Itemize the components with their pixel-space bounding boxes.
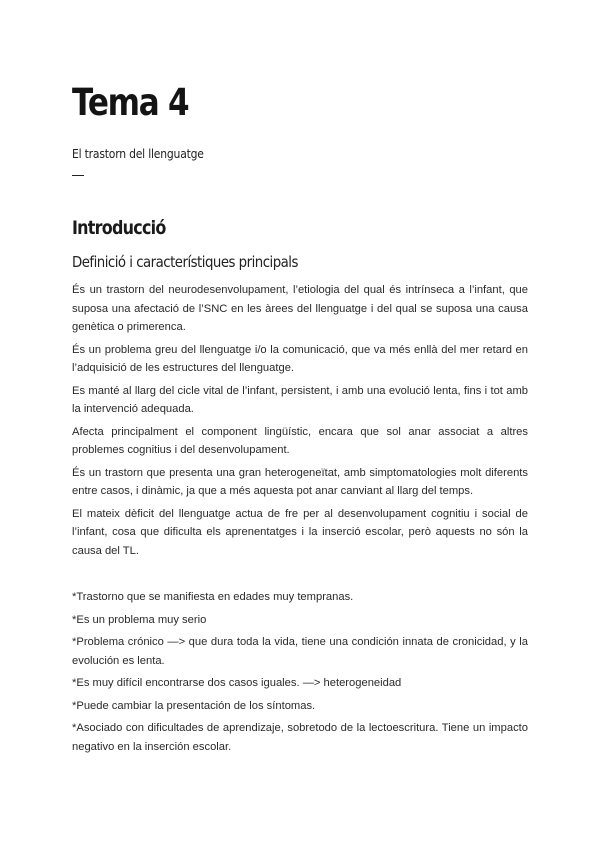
section-heading: Introducció [72, 217, 166, 239]
note-item: *Trastorno que se manifiesta en edades muy tempranas. [72, 591, 354, 603]
title-divider [72, 175, 84, 176]
page-subtitle: El trastorn del llenguatge [72, 147, 204, 161]
note-item: *Puede cambiar la presentación de los síntomas. [72, 699, 316, 712]
paragraph: Es manté al llarg del cicle vital de l’infant, persistent, i amb una evolució lenta, fins i tot amb la intervenció adequada. [72, 384, 528, 415]
notes-list [72, 588, 528, 756]
note-item: *Asociado con dificultades de aprendizaje, sobretodo de la lectoescritura. Tiene un impacto negativo en la inserción escolar. [72, 722, 528, 753]
note-item: *Problema crónico —> que dura toda la vida, tiene una condición innata de cronicidad, y la evolución es lenta. [72, 636, 528, 667]
page-title: Tema 4 [72, 81, 189, 124]
note-item: *Es muy difícil encontrarse dos casos iguales. —> heterogeneidad [72, 677, 402, 689]
section-subheading: Definició i característiques principals [72, 253, 298, 271]
paragraph: El mateix dèficit del llenguatge actua de fre per al desenvolupament cognitiu i social de l’infant, cosa que dificulta els aprenentatges i la inserció escolar, però aquests no són la causa del TL. [72, 507, 528, 557]
paragraph: És un trastorn que presenta una gran heterogeneïtat, amb simptomatologies molt diferents entre casos, i dinàmic, ja que a més aquesta pot anar canviant al llarg del temps. [72, 466, 528, 497]
paragraph: És un problema greu del llenguatge i/o la comunicació, que va més enllà del mer retard en l’adquisició de les estructures del llenguatge. [72, 343, 528, 374]
paragraph: És un trastorn del neurodesenvolupament, l’etiologia del qual és intrínseca a l’infant, que suposa una afectació de l’SNC en les àrees del llenguatge i del qual se suposa una causa genètica o primerenca. [72, 284, 528, 333]
paragraph: Afecta principalment el component lingüístic, encara que sol anar associat a altres problemes cognitius i del desenvolupament. [72, 425, 528, 456]
note-item: *Es un problema muy serio [72, 613, 207, 626]
